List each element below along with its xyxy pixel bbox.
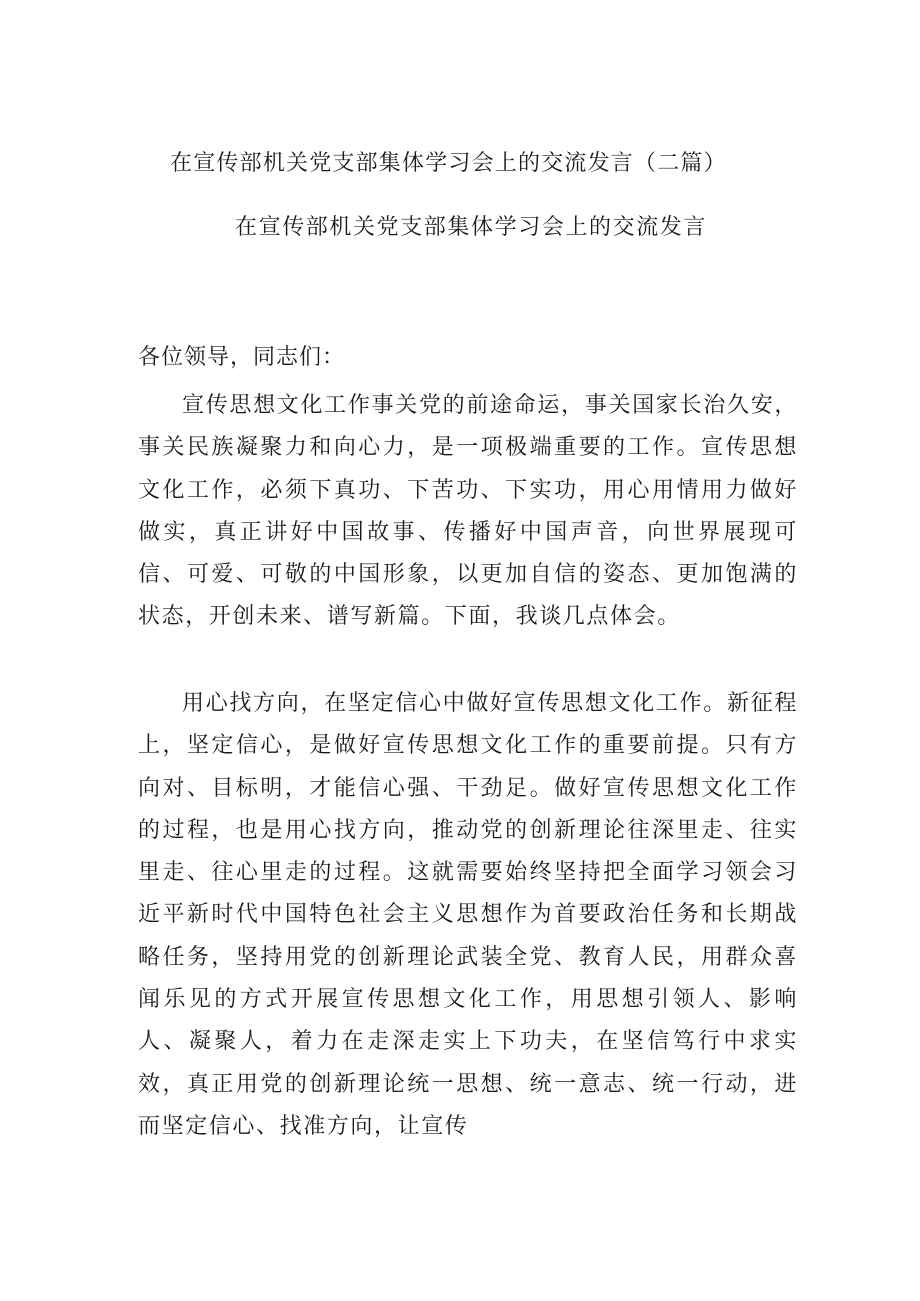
document-subtitle: 在宣传部机关党支部集体学习会上的交流发言 [235, 215, 708, 240]
paragraph-intro: 宣传思想文化工作事关党的前途命运，事关国家长治久安，事关民族凝聚力和向心力，是一项极端重要的工作。宣传思想文化工作，必须下真功、下苦功、下实功，用心用情用力做好做实，真正讲好中国故事、传播好中国声音，向世界展现可信、可爱、可敬的中国形象，以更加自信的姿态、更加饱满的状态，开创未来、谱写新篇。下面，我谈几点体会。 [138, 393, 798, 630]
document-title: 在宣传部机关党支部集体学习会上的交流发言（二篇） [170, 151, 727, 176]
salutation: 各位领导，同志们： [138, 345, 346, 370]
paragraph-direction: 用心找方向，在坚定信心中做好宣传思想文化工作。新征程上，坚定信心，是做好宣传思想文化工作的重要前提。只有方向对、目标明，才能信心强、干劲足。做好宣传思想文化工作的过程，也是用心找方向，推动党的创新理论往深里走、往实里走、往心里走的过程。这就需要始终坚持把全面学习领会习近平新时代中国特色社会主义思想作为首要政治任务和长期战略任务，坚持用党的创新理论武装全党、教育人民，用群众喜闻乐见的方式开展宣传思想文化工作，用思想引领人、影响人、凝聚人，着力在走深走实上下功夫，在坚信笃行中求实效，真正用党的创新理论统一思想、统一意志、统一行动，进而坚定信心、找准方向，让宣传 [138, 691, 798, 1139]
